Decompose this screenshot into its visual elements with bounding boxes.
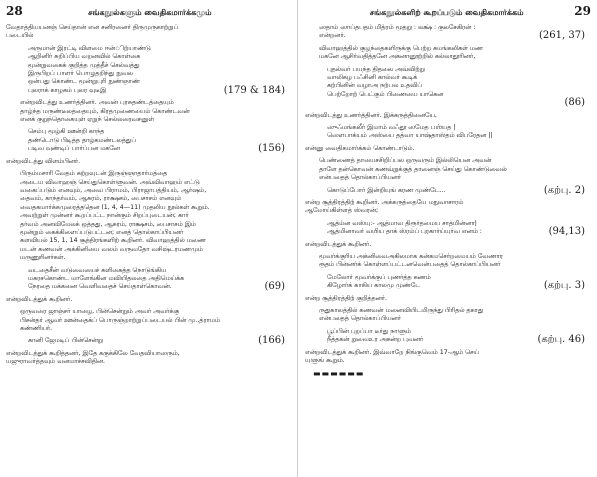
text-line: என்றவிடத்து உணர்த்தினர். இக்கருத்தினையே, [305,111,437,119]
text-line [305,32,591,40]
text-line: என்பதைத் தொல்காப்பியனர் [319,174,401,182]
page-number: 28 [6,4,23,18]
verse-line-text: ஆத்மினாவர் வயிய தாக் ஸ்ரம்ப் புரகார்ய்யுர்வ எனம் : [327,228,482,236]
verse-quote [327,274,591,291]
left-page-body [6,24,291,367]
paragraph [305,24,591,41]
verse-line: இருபிறப் பாளர் பொழுதறிந்து நுவல [28,70,133,78]
text-line: படையில் [6,32,34,40]
paragraph [305,295,591,303]
paragraph [6,350,291,367]
verse-reference: (156) [258,143,285,155]
verse-reference: (94,13) [548,226,585,238]
text-line: மடன் கணவன் அக்கினியை வலம் வருவதோ வசிஷ்டரமணமும் [20,245,203,253]
verse-line: தண்டொடு பிடித்த தாழ்கமண்டலத்துப் [28,136,136,144]
text-line: தாளே தன்கொவன் கணவ்றுக்குத் தானைஞ் செய்து கொண்டுவைல் [319,165,507,173]
paragraph [305,199,591,216]
verse-line-text: புலராக் காழகம் புலர வுடீஇ [28,86,107,94]
verse-line [327,228,591,236]
text-line: யஜுராவர்த்தவும் வனமாச்சவிதின. [6,358,105,366]
paragraph [305,349,591,366]
verse-reference: (261, 37) [539,30,585,42]
text-line: ஸதாம் ஸாப்தபதம் மித்ரம் மூதறு : லக்ஷ் : குலசேகிரன் : [319,24,476,31]
verse-quote [28,128,291,153]
verse-line: மூன்றுவகைக் குறித்த முத்தீச் செல்வத்து [28,61,140,69]
verse-line-text: படிவ வுண்டிப் பார்ப்பன மகனே [28,145,120,153]
text-line: வைதகமார்க்கமுரைத்ததென (1, 4, 4—11) முதலிய நூல்கள் கூறும். [20,203,210,211]
text-line: என்பதைத் தொல்காப்பியனர் [319,315,401,323]
text-line: மூவர்க்குரிய அக்னிவைஅகிலமாக கன்கமசெர்றமையம் வேணார [319,252,503,260]
text-line: என்னு வைதிகமார்க்கம் கொண்டாடும். [305,144,415,152]
text-line: தர்வம் அனவிமேலக் ஒத்தது, ஆசுரம், ராக்ஷசம், பைசாசம் இம் [20,220,196,228]
verse-line: வாலிகழ பஃசினி கால்வர் கூடிக் [327,74,418,82]
text-line: என்ற சூத்திரத்திற் கூறினர். அக்கருத்தையே மநுவாசாரம் [305,198,464,206]
verse-line-text: கொடுப்போர் இன்றியுங் கரண முண்டே... [327,186,446,194]
verse-reference: (179 & 184) [223,84,285,96]
text-line: என்ற சூத்திரத்திற் குறித்தனர். [305,294,387,302]
paragraph [305,112,591,120]
text-line: மூன்றும் கைக்கிளைப்படுபட்டன; எனத் தொல்காப்பியனர் [20,228,184,236]
verse-line: புதல்வர் பயந்த திதலை அவ்விற்று [327,65,425,73]
verse-line [327,99,591,107]
paragraph [6,308,291,333]
text-line: என்றவிடத்துக் கூறித்தனர், இதே ககுக்கிலே வேதவியாஸரும், [6,349,180,357]
text-line: களவியல் 15, 1, 14 சூத்திரங்களிற் கூறினர். விவாஹத்தில் மணை [20,237,206,245]
verse-line [28,337,291,345]
paragraph [305,253,591,270]
verse-line: பெற்றோற் பெட்கும் பிணையை யாகென [327,90,444,98]
verse-quote [327,124,591,141]
paragraph [6,296,291,304]
verse-quote [327,328,591,345]
verse-line: கற்பினின் வழாஅ நற்பல உதவிப் [327,82,422,90]
verse-reference: (கற்பு. 46) [537,334,585,346]
left-page-header [6,4,291,20]
verse-quote [327,220,591,237]
paragraph [305,307,591,324]
right-page-body [305,24,591,365]
verse-line: செம்பு மூழ்கி ஊன்றி காந்த [28,128,105,136]
paragraph [6,170,291,262]
verse-line [28,145,291,153]
text-line: என்றவிடத்து உணர்த்தினர். அவன் புரசுதண்டத்தையும் [20,99,174,107]
page-number: 29 [574,4,591,18]
verse-reference: (கற்பு. 3) [543,280,585,292]
text-line: கண்ணியர். [20,325,53,332]
verse-quote [28,337,291,345]
text-line: ஆமோய்கிள்ளத் ஸ்வரன்; [305,207,379,215]
text-line: வகைப்படும் எனவும், அவை பிராமம், பிராஜாபத்தியம், ஆர்ஷம், [20,186,207,194]
verse-line [28,283,291,291]
verse-line-text: நேரதை மக்கனை வெளிவதைச் செய்தாள்கொவன். [28,283,172,291]
text-line: எனக் குறுந்தொகையுள் ஏறுந் செல்லரைவசனுள் [20,116,155,124]
text-line: என்றவிடத்துக் கூறினர். [305,240,372,248]
verse-quote [327,66,591,108]
verse-quote [28,267,291,292]
verse-line: ஆத்ம்ன வஸ்யு:- ஆத்மாவ திரூர்தமைய சாத்மின்னா| [327,219,477,227]
verse-quote [28,45,291,95]
text-line: வேதாத்தியயனஞ் செய்தான் என சனிரனைர் திருமுருகாற்றுப் [6,24,179,31]
text-line: பெண்ணைத் தாயைசசிறிப்பல ஒருவரும் இல்லியென அவன் [319,157,492,165]
text-line: மகனே ஆசிர்வதித்தனே அகனானூற்றில் கல்லாதூரினர், [319,53,476,61]
text-line: என்றவிடத்துக் கூறினர். [6,295,73,303]
verse-reference: (69) [264,281,285,293]
verse-line: பூப்பின் புறப்பா டீர்து நாளும் [327,327,411,335]
verse-quote [327,184,591,196]
verse-line-text: கானி ஜேமடிப் பின்சென்று [28,337,103,345]
text-line: தைவம், காந்தர்வம், ஆசுரம், ராக்ஷசம், பைசாசம் எனவும் [20,195,182,203]
text-line: என்றவிடத்து விளம்பினர். [6,157,81,165]
text-line-end: என்றனர். [319,32,346,40]
text-line: பிசன்தர் ஆவர் ஊன்தைக்ப் பொருஞ்றாற்றுப்படையல் பின் மு.,த்ராமம் [20,316,221,324]
verse-line: ஸுஃமங்கலீர் இமாம் வஃதூ ஸமேத பஶ்யத | [327,124,456,132]
verse-line: மேலோர் மூவர்க்குப் புணர்த்த கணம் [327,273,431,281]
verse-line: ஆறினிர் சுறிப்பிய வறனவில் கொள்கை [28,53,141,61]
verse-line-text: நீத்தகன் றுவைஉர அகன்ற புவனர் [327,336,424,344]
verse-line: அருமான் இரட்டி விளமை ஈன்ிற்யாண்டு [28,44,151,52]
left-page [0,0,298,477]
text-line: ரூதம் பின்னர்க் கொள்ளப்பட்டனவென்பதைத் தொல்காப்பியனர் [319,261,501,269]
verse-line: வடதைசீன் வடுவையைச் சுளிகைத்த நொடுங்கிய [28,266,167,274]
paragraph [6,158,291,166]
verse-line [28,84,291,96]
paragraph [305,241,591,249]
verse-line [327,184,591,196]
paragraph [305,145,591,153]
text-line: ஒருவரை ஜாஞ்சர் யாழை, பின்சென்றும் அவர் அவர்க்கு [20,308,180,316]
text-line: என்றவிடத்துக் கூறினர். இவ்வாறே நிங்குவெம் 17-ஆம் செய் [305,348,479,356]
right-page [299,0,597,477]
verse-reference: (கற்பு. 2) [543,184,585,196]
verse-line: மகரசகொண்ட மாளேங்கின மவியிதலதை அதிமெய்க்க [28,274,185,282]
paragraph [6,99,291,124]
paragraph [305,45,591,62]
end-ornament: ▬▬▬▬▬▬ [313,369,365,379]
paragraph [305,157,591,182]
verse-line [327,336,591,344]
text-line: பிரும்மசாரி வேதம் கற்றவுடன் இருஞ்ஞாதார்மத்தை [20,170,168,178]
paragraph [6,24,291,41]
text-line: ருதுகாலத்தில் கணவன் மனைவியிடமிருந்து பிரிதல் தகாது [319,306,484,314]
right-page-header [305,4,591,20]
verse-line [327,282,591,290]
text-line: அவற்றுள் முன்னர் கூறப்பட்ட நான்கும் சிறப்புடையன்; கார் [20,212,189,220]
running-head: சங்கநூல்களும் வைதிகமார்க்கமும் [88,8,212,17]
text-line: மருணுரினர்கள். [20,254,66,262]
text-line: அடைய விவாஹஞ் செய்துகொள்ளுவன். அவ்விவாஹம் எட்டு [20,178,200,186]
text-line: யுளுங் கூறும். [305,357,345,364]
text-line: விவாஹத்தில் குழந்தைகளிருக்கு பெற்ற சுமங்கலிகள் மண [319,44,483,52]
running-head: சங்கநூல்களிற் கூறப்படும் வைதிகமார்க்கம் [369,8,524,17]
verse-reference: (86) [564,97,585,109]
verse-line: ஒன்பது கொண்ட மூன்றுபுரி நுண்ஞாண் [28,78,140,86]
verse-line-text: கிழோர்க் காகிய காலமு முண்டே [327,282,421,290]
verse-reference: (166) [258,335,285,347]
verse-line: ஸௌபாக்யம் அஸ்யை தத்வா யாஷ்தாஸ்தம் விபரேதன || [327,132,493,140]
text-line: தாழ்ந்த மருண்டீலத்தையும், கிரதமுணையைம் கொண்டவன் [20,107,190,115]
